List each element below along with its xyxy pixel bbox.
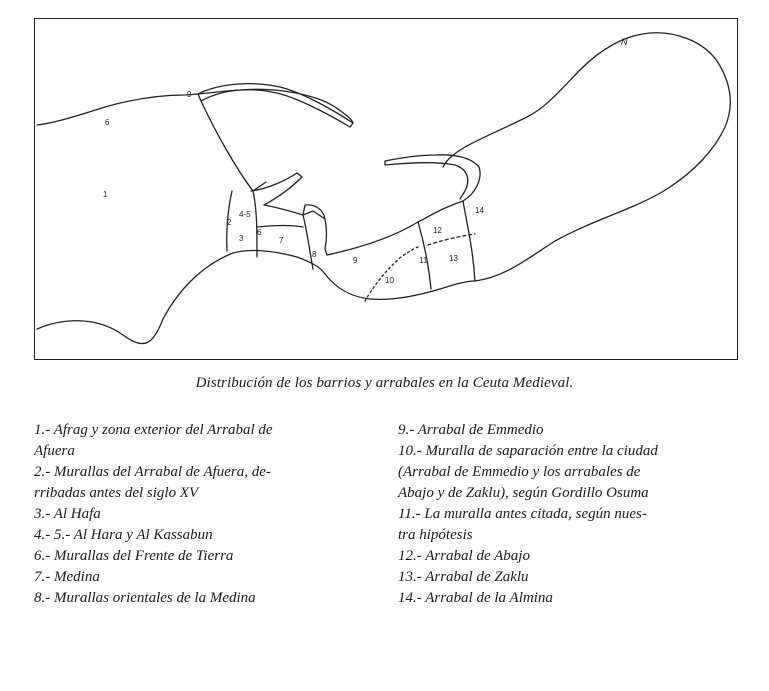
legend-item: 8.- Murallas orientales de la Medina [34,590,256,606]
map-frame [34,18,738,360]
north-coastline [37,89,353,125]
label-9-top: 9 [187,90,192,99]
legend-item: 7.- Medina [34,569,100,585]
legend-item: Abajo y de Zaklu), según Gordillo Osuma [398,485,649,501]
legend-item: 9.- Arrabal de Emmedio [398,422,544,438]
wall-10 [365,247,418,301]
south-coastline [37,250,475,343]
wall-11 [428,234,475,245]
inner-wall [201,101,266,191]
ceuta-map [35,19,739,361]
medina-line [257,226,303,228]
legend-item: 1.- Afrag y zona exterior del Arrabal de [34,422,273,438]
wall-6 [253,191,257,257]
legend-right-column [398,420,743,609]
legend-item: 11.- La muralla antes citada, según nues- [398,506,647,522]
legend-item: 12.- Arrabal de Abajo [398,548,530,564]
legend-item: (Arrabal de Emmedio y los arrabales de [398,464,641,480]
label-2: 2 [227,218,232,227]
isthmus-north [251,173,302,205]
label-14: 14 [475,206,484,215]
legend-item: 14.- Arrabal de la Almina [398,590,553,606]
legend-item: tra hipótesis [398,527,473,543]
label-8: 8 [312,250,317,259]
almina-coastline [385,155,480,201]
north-arrow-label: N [621,37,628,47]
label-13: 13 [449,254,458,263]
legend-item: Afuera [34,443,75,459]
legend-left-column [34,420,379,609]
legend-item: 2.- Murallas del Arrabal de Afuera, de- [34,464,271,480]
legend-item: 3.- Al Hafa [34,506,101,522]
label-3: 3 [239,234,244,243]
label-9: 9 [353,256,358,265]
label-11: 11 [419,256,428,265]
label-6b: 6 [257,228,262,237]
label-1: 1 [103,190,108,199]
label-7: 7 [279,236,284,245]
legend-item: 6.- Murallas del Frente de Tierra [34,548,234,564]
label-6: 6 [105,118,110,127]
legend-item: rribadas antes del siglo XV [34,485,199,501]
legend-item: 4.- 5.- Al Hara y Al Kassabun [34,527,213,543]
wall-14 [463,201,475,281]
map-caption: Distribución de los barrios y arrabales en la Ceuta Medieval. [195,375,574,391]
label-12: 12 [433,226,442,235]
legend-item: 10.- Muralla de saparación entre la ciudad [398,443,658,459]
label-10: 10 [385,276,394,285]
almina-outline [443,33,730,281]
legend-item: 13.- Arrabal de Zaklu [398,569,529,585]
label-4-5: 4-5 [239,210,251,219]
